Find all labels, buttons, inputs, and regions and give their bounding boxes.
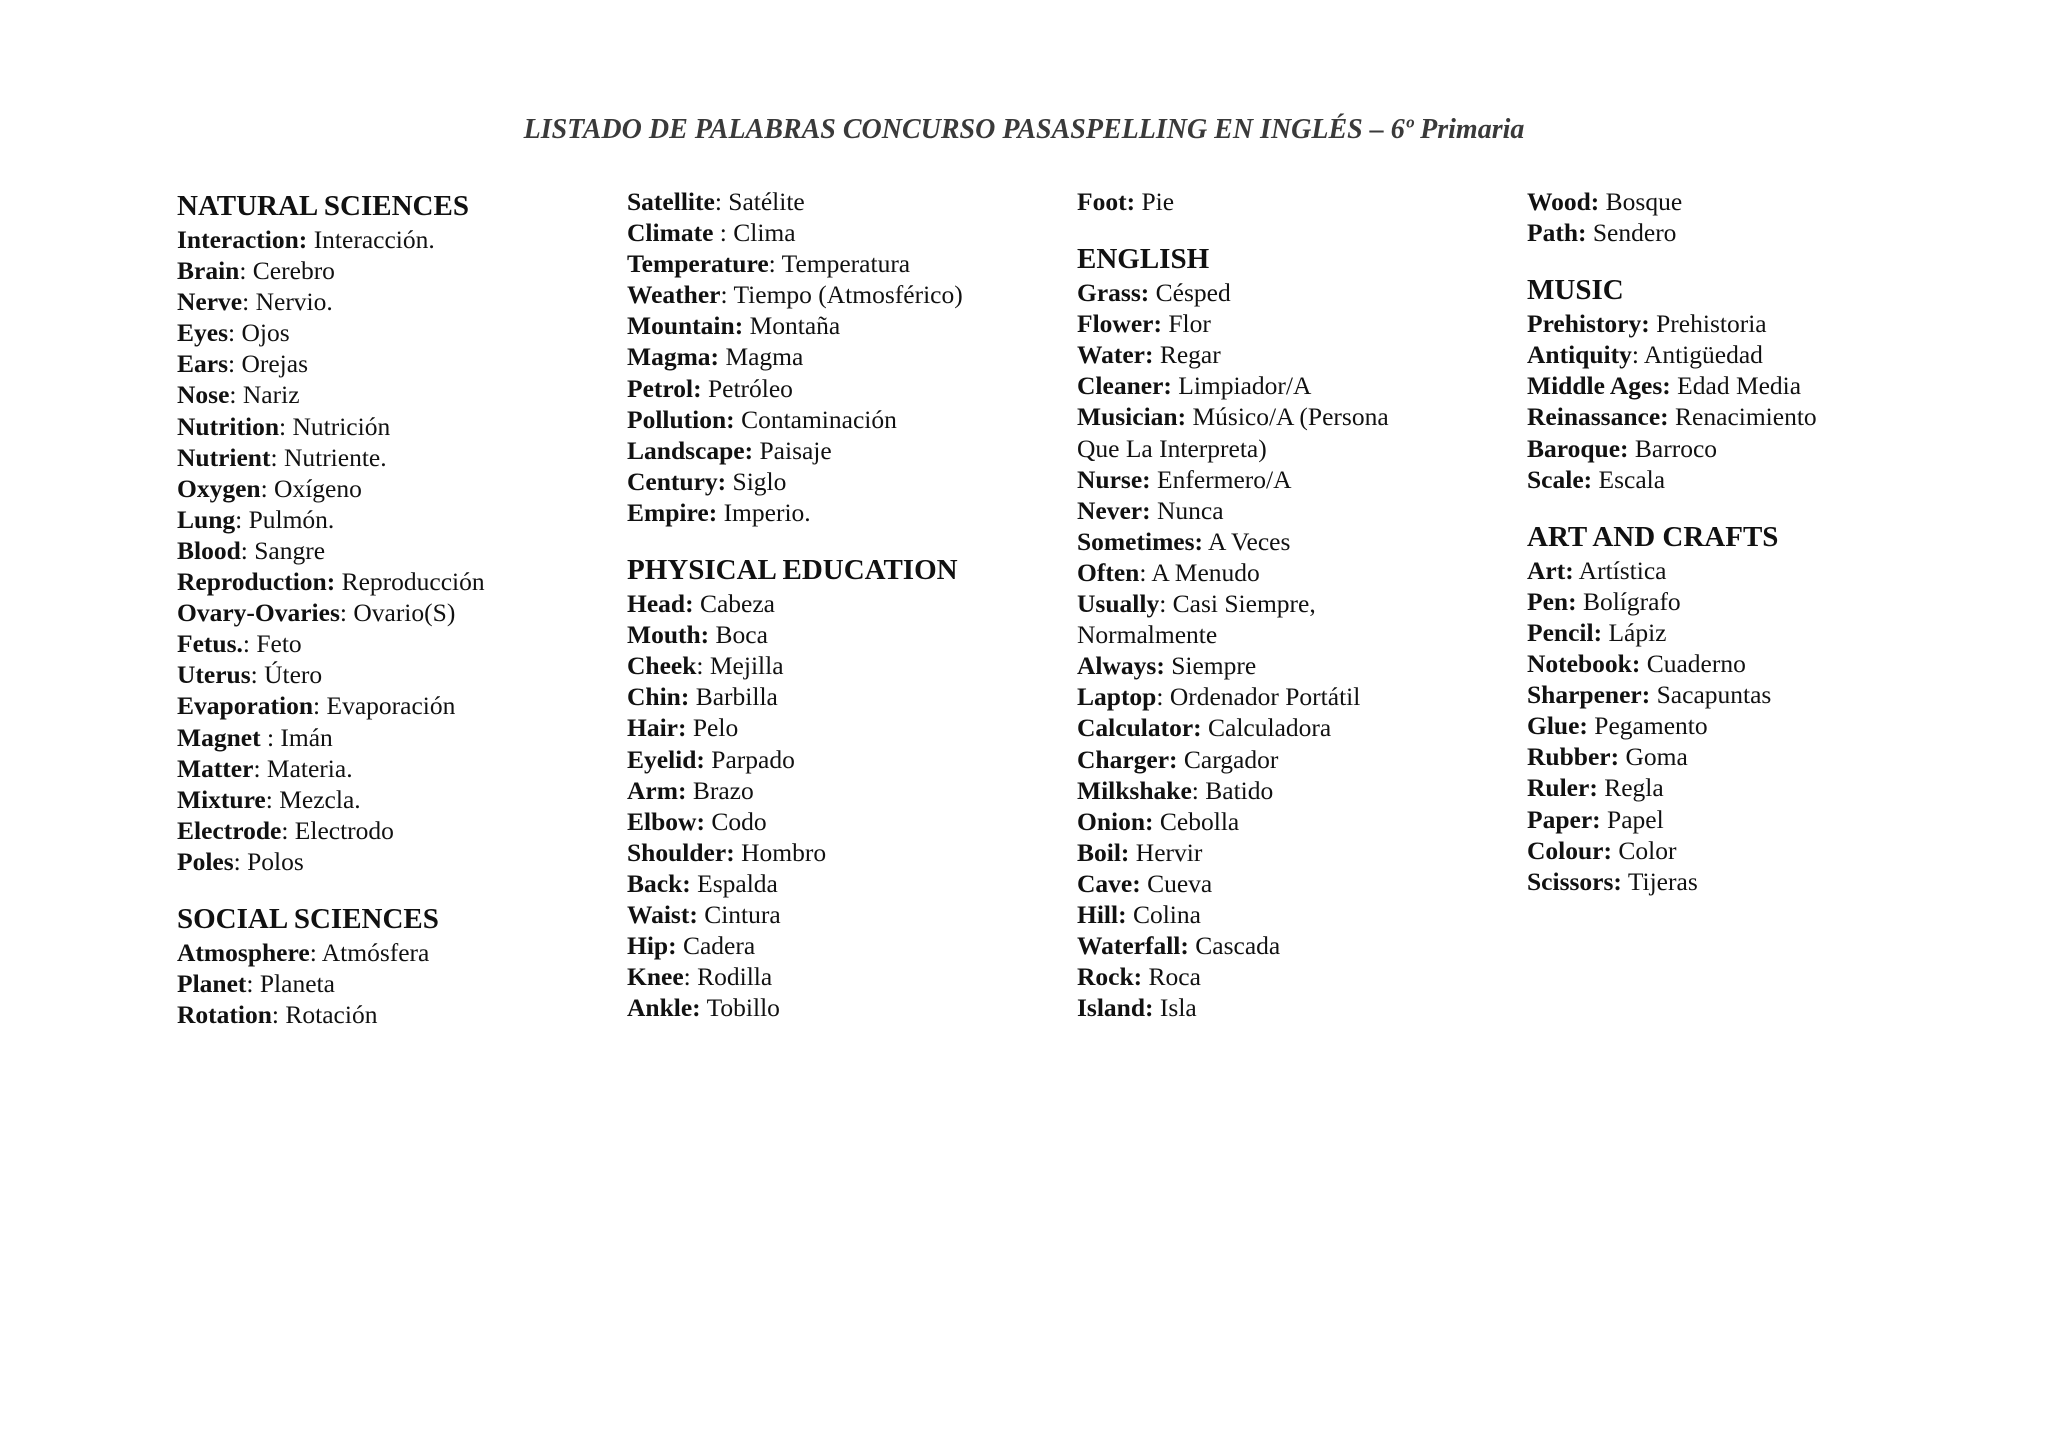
spanish-translation: Cebolla <box>1153 806 1240 836</box>
spanish-translation: : Batido <box>1191 775 1274 805</box>
english-term: Back: <box>627 868 691 898</box>
spanish-translation: Sendero <box>1586 218 1677 248</box>
spanish-translation: Siempre <box>1164 651 1257 681</box>
spanish-translation: Hombro <box>734 837 827 867</box>
vocabulary-entry <box>177 473 617 504</box>
word-section <box>1527 186 1967 248</box>
vocabulary-entry <box>1077 681 1517 712</box>
vocabulary-entry <box>177 535 617 566</box>
english-term: Pencil: <box>1527 617 1603 647</box>
word-section <box>1077 239 1517 1023</box>
english-term: Sometimes: <box>1077 526 1204 556</box>
english-term: Nutrition <box>177 411 279 441</box>
english-term: Mouth: <box>627 620 710 650</box>
english-term: Mixture <box>177 784 266 814</box>
spanish-translation: Espalda <box>690 868 778 898</box>
spanish-translation: : Tiempo (Atmosférico) <box>720 280 963 310</box>
spanish-translation: : Clima <box>713 218 796 248</box>
vocabulary-entry <box>177 566 617 597</box>
vocabulary-entry <box>1077 526 1517 557</box>
spanish-translation: : Feto <box>242 629 302 659</box>
english-term: Prehistory: <box>1527 309 1650 339</box>
english-term: Often <box>1077 557 1140 587</box>
english-term: Hill: <box>1077 899 1127 929</box>
spanish-translation: Color <box>1612 835 1677 865</box>
vocabulary-entry <box>177 442 617 473</box>
english-term: Empire: <box>627 497 718 527</box>
vocabulary-entry <box>177 411 617 442</box>
vocabulary-entry <box>1077 992 1517 1023</box>
spanish-translation: Goma <box>1619 742 1688 772</box>
vocabulary-entry <box>627 837 1067 868</box>
vocabulary-entry <box>627 744 1067 775</box>
vocabulary-entry <box>627 497 1067 528</box>
spanish-translation: Cintura <box>697 899 781 929</box>
vocabulary-entry <box>1077 277 1517 308</box>
section-heading: ART AND CRAFTS <box>1527 520 1779 553</box>
vocabulary-entry <box>1077 868 1517 899</box>
vocabulary-entry <box>1077 899 1517 930</box>
vocabulary-entry <box>177 753 617 784</box>
vocabulary-entry <box>177 224 617 255</box>
spanish-translation: : Imán <box>260 722 333 752</box>
spanish-translation: Magma <box>719 342 804 372</box>
english-term: Musician: <box>1077 402 1187 432</box>
spanish-translation: Cuaderno <box>1640 649 1746 679</box>
vocabulary-entry <box>627 961 1067 992</box>
english-term: Path: <box>1527 218 1587 248</box>
english-term: Ankle: <box>627 993 701 1023</box>
word-column-3 <box>1077 186 1517 1045</box>
vocabulary-entry <box>177 504 617 535</box>
vocabulary-entry <box>1077 837 1517 868</box>
english-term: Milkshake <box>1077 775 1192 805</box>
word-section <box>1527 517 1967 897</box>
vocabulary-entry <box>1077 401 1517 463</box>
spanish-translation: Paisaje <box>753 435 832 465</box>
english-term: Waist: <box>627 899 698 929</box>
spanish-translation: Tijeras <box>1621 866 1698 896</box>
english-term: Calculator: <box>1077 713 1202 743</box>
spanish-translation: Bolígrafo <box>1576 586 1681 616</box>
spanish-translation: Sacapuntas <box>1650 680 1772 710</box>
spanish-translation: : Ovario(S) <box>339 598 456 628</box>
english-term: Waterfall: <box>1077 931 1189 961</box>
vocabulary-entry <box>627 404 1067 435</box>
spanish-translation: Parpado <box>704 744 795 774</box>
vocabulary-entry <box>627 868 1067 899</box>
spanish-translation: Petróleo <box>701 373 793 403</box>
vocabulary-entry <box>1077 930 1517 961</box>
english-term: Ovary-Ovaries <box>177 598 340 628</box>
vocabulary-entry <box>1077 588 1517 650</box>
english-term: Paper: <box>1527 804 1601 834</box>
spanish-translation: : Nutriente. <box>270 442 387 472</box>
vocabulary-entry <box>627 650 1067 681</box>
vocabulary-entry <box>1077 308 1517 339</box>
vocabulary-entry <box>1527 217 1967 248</box>
vocabulary-entry <box>177 348 617 379</box>
spanish-translation: Barroco <box>1628 433 1718 463</box>
english-term: Flower: <box>1077 309 1162 339</box>
spanish-translation: Hervir <box>1129 837 1203 867</box>
spanish-translation: Tobillo <box>700 993 780 1023</box>
english-term: Eyes <box>177 318 228 348</box>
vocabulary-entry <box>1527 370 1967 401</box>
english-term: Nurse: <box>1077 464 1151 494</box>
spanish-translation: : Ojos <box>228 318 290 348</box>
english-term: Reinassance: <box>1527 402 1669 432</box>
english-term: Arm: <box>627 775 687 805</box>
english-term: Oxygen <box>177 473 261 503</box>
spanish-translation: Flor <box>1161 309 1211 339</box>
english-term: Antiquity <box>1527 340 1632 370</box>
english-term: Satellite <box>627 187 715 216</box>
spanish-translation: Músico/A (Persona Que La Interpreta) <box>1077 402 1389 463</box>
english-term: Rubber: <box>1527 742 1620 772</box>
spanish-translation: : Oxígeno <box>260 473 362 503</box>
vocabulary-entry <box>1077 775 1517 806</box>
vocabulary-entry <box>177 628 617 659</box>
english-term: Sharpener: <box>1527 680 1651 710</box>
spanish-translation: Nunca <box>1150 495 1224 525</box>
vocabulary-entry <box>1527 648 1967 679</box>
vocabulary-entry <box>627 373 1067 404</box>
vocabulary-entry <box>1077 186 1517 217</box>
english-term: Nose <box>177 380 230 410</box>
spanish-translation: Isla <box>1153 993 1197 1023</box>
spanish-translation: Cabeza <box>693 589 775 619</box>
spanish-translation: A Veces <box>1203 526 1291 556</box>
english-term: Never: <box>1077 495 1151 525</box>
english-term: Century: <box>627 466 727 496</box>
spanish-translation: Bosque <box>1599 187 1683 216</box>
spanish-translation: Cueva <box>1140 868 1213 898</box>
word-section <box>177 899 617 1030</box>
spanish-translation: Montaña <box>743 311 841 341</box>
spanish-translation: Edad Media <box>1670 371 1802 401</box>
spanish-translation: Interacción. <box>307 225 435 254</box>
english-term: Ears <box>177 349 228 379</box>
vocabulary-entry <box>627 588 1067 619</box>
english-term: Reproduction: <box>177 567 336 597</box>
english-term: Scissors: <box>1527 866 1622 896</box>
spanish-translation: Colina <box>1126 899 1201 929</box>
word-section <box>177 186 617 877</box>
vocabulary-entry <box>177 784 617 815</box>
spanish-translation: : Mezcla. <box>265 784 361 814</box>
english-term: Magnet <box>177 722 261 752</box>
english-term: Scale: <box>1527 464 1593 494</box>
spanish-translation: : Nariz <box>229 380 300 410</box>
english-term: Brain <box>177 256 240 286</box>
vocabulary-entry <box>627 930 1067 961</box>
spanish-translation: : Rodilla <box>683 962 773 992</box>
english-term: Middle Ages: <box>1527 371 1671 401</box>
english-term: Glue: <box>1527 711 1588 741</box>
word-section <box>1527 270 1967 495</box>
spanish-translation: Cargador <box>1177 744 1279 774</box>
english-term: Foot: <box>1077 187 1136 216</box>
page-title: LISTADO DE PALABRAS CONCURSO PASASPELLING EN INGLÉS – 6º Primaria <box>523 114 1525 145</box>
spanish-translation: : Rotación <box>271 1000 378 1030</box>
section-heading: MUSIC <box>1527 274 1624 307</box>
vocabulary-entry <box>1527 339 1967 370</box>
vocabulary-entry <box>1077 650 1517 681</box>
vocabulary-entry <box>1527 741 1967 772</box>
english-term: Onion: <box>1077 806 1154 836</box>
vocabulary-entry <box>177 255 617 286</box>
english-term: Planet <box>177 969 247 999</box>
vocabulary-entry <box>1527 401 1967 432</box>
english-term: Art: <box>1527 555 1574 585</box>
spanish-translation: Pegamento <box>1587 711 1708 741</box>
word-section <box>627 550 1067 1023</box>
section-heading: NATURAL SCIENCES <box>177 190 469 222</box>
section-heading: ENGLISH <box>1077 243 1210 276</box>
english-term: Pollution: <box>627 404 735 434</box>
spanish-translation: Reproducción <box>335 567 485 597</box>
vocabulary-entry <box>1527 308 1967 339</box>
vocabulary-entry <box>627 186 1067 217</box>
english-term: Cleaner: <box>1077 371 1172 401</box>
vocabulary-entry <box>1527 804 1967 835</box>
vocabulary-entry <box>1077 464 1517 495</box>
vocabulary-entry <box>1527 555 1967 586</box>
spanish-translation: Artística <box>1573 555 1667 585</box>
english-term: Wood: <box>1527 187 1600 216</box>
spanish-translation: Prehistoria <box>1649 309 1767 339</box>
english-term: Nerve <box>177 287 243 317</box>
english-term: Blood <box>177 535 241 565</box>
vocabulary-entry <box>177 286 617 317</box>
english-term: Nutrient <box>177 442 271 472</box>
word-column-2 <box>627 186 1067 1045</box>
vocabulary-entry <box>627 806 1067 837</box>
english-term: Island: <box>1077 993 1154 1023</box>
english-term: Usually <box>1077 589 1160 619</box>
word-section <box>1077 186 1517 217</box>
english-term: Cave: <box>1077 868 1141 898</box>
english-term: Rotation <box>177 1000 272 1030</box>
vocabulary-entry <box>1077 961 1517 992</box>
english-term: Petrol: <box>627 373 702 403</box>
english-term: Always: <box>1077 651 1165 681</box>
english-term: Grass: <box>1077 278 1150 308</box>
spanish-translation: : Satélite <box>714 187 805 216</box>
english-term: Cheek <box>627 651 697 681</box>
spanish-translation: : Casi Siempre, Normalmente <box>1077 589 1316 650</box>
vocabulary-entry <box>177 722 617 753</box>
vocabulary-entry <box>1527 433 1967 464</box>
english-term: Knee <box>627 962 684 992</box>
spanish-translation: : A Menudo <box>1139 557 1260 587</box>
english-term: Elbow: <box>627 806 705 836</box>
vocabulary-entry <box>1077 557 1517 588</box>
english-term: Laptop <box>1077 682 1157 712</box>
vocabulary-entry <box>627 619 1067 650</box>
spanish-translation: Contaminación <box>734 404 897 434</box>
vocabulary-entry <box>177 968 617 999</box>
vocabulary-entry <box>627 681 1067 712</box>
section-heading: SOCIAL SCIENCES <box>177 902 439 935</box>
english-term: Climate <box>627 218 714 248</box>
vocabulary-entry <box>627 279 1067 310</box>
vocabulary-entry <box>627 310 1067 341</box>
english-term: Weather <box>627 280 721 310</box>
vocabulary-entry <box>1527 464 1967 495</box>
vocabulary-entry <box>177 379 617 410</box>
spanish-translation: Brazo <box>686 775 754 805</box>
spanish-translation: Enfermero/A <box>1150 464 1292 494</box>
spanish-translation: Calculadora <box>1201 713 1332 743</box>
english-term: Magma: <box>627 342 720 372</box>
english-term: Head: <box>627 589 694 619</box>
spanish-translation: : Planeta <box>246 969 335 999</box>
english-term: Hip: <box>627 931 677 961</box>
vocabulary-entry <box>1077 806 1517 837</box>
spanish-translation: Roca <box>1142 962 1201 992</box>
english-term: Matter <box>177 753 254 783</box>
vocabulary-entry <box>1527 866 1967 897</box>
english-term: Fetus. <box>177 629 243 659</box>
spanish-translation: : Electrodo <box>281 815 394 845</box>
english-term: Evaporation <box>177 691 314 721</box>
english-term: Water: <box>1077 340 1154 370</box>
spanish-translation: : Temperatura <box>768 249 911 279</box>
vocabulary-entry <box>1527 710 1967 741</box>
spanish-translation: : Nutrición <box>279 411 391 441</box>
vocabulary-entry <box>627 899 1067 930</box>
vocabulary-entry <box>1527 617 1967 648</box>
english-term: Hair: <box>627 713 687 743</box>
vocabulary-entry <box>627 712 1067 743</box>
vocabulary-entry <box>1527 772 1967 803</box>
english-term: Notebook: <box>1527 649 1641 679</box>
spanish-translation: Pelo <box>686 713 739 743</box>
vocabulary-entry <box>1077 744 1517 775</box>
vocabulary-entry <box>177 690 617 721</box>
vocabulary-entry <box>627 248 1067 279</box>
english-term: Landscape: <box>627 435 754 465</box>
english-term: Poles <box>177 846 234 876</box>
spanish-translation: : Sangre <box>240 535 326 565</box>
spanish-translation: Regar <box>1153 340 1221 370</box>
spanish-translation: Papel <box>1600 804 1664 834</box>
spanish-translation: Escala <box>1592 464 1666 494</box>
vocabulary-entry <box>1527 186 1967 217</box>
vocabulary-entry <box>177 937 617 968</box>
english-term: Electrode <box>177 815 282 845</box>
english-term: Boil: <box>1077 837 1130 867</box>
vocabulary-entry <box>1527 586 1967 617</box>
vocabulary-entry <box>1077 370 1517 401</box>
vocabulary-entry <box>177 846 617 877</box>
spanish-translation: : Orejas <box>228 349 309 379</box>
spanish-translation: Renacimiento <box>1668 402 1817 432</box>
spanish-translation: Lápiz <box>1602 617 1667 647</box>
spanish-translation: Barbilla <box>689 682 778 712</box>
english-term: Pen: <box>1527 586 1577 616</box>
vocabulary-entry <box>627 217 1067 248</box>
vocabulary-entry <box>177 815 617 846</box>
vocabulary-entry <box>177 597 617 628</box>
vocabulary-entry <box>1527 835 1967 866</box>
english-term: Lung <box>177 504 236 534</box>
english-term: Charger: <box>1077 744 1178 774</box>
spanish-translation: Regla <box>1597 773 1664 803</box>
spanish-translation: : Polos <box>233 846 304 876</box>
spanish-translation: Cascada <box>1188 931 1281 961</box>
spanish-translation: Pie <box>1135 187 1175 216</box>
vocabulary-entry <box>177 317 617 348</box>
spanish-translation: : Cerebro <box>239 256 335 286</box>
word-column-1 <box>177 186 617 1052</box>
spanish-translation: : Antigüedad <box>1631 340 1763 370</box>
english-term: Eyelid: <box>627 744 705 774</box>
english-term: Baroque: <box>1527 433 1629 463</box>
english-term: Atmosphere <box>177 937 310 967</box>
spanish-translation: Imperio. <box>717 497 811 527</box>
spanish-translation: : Útero <box>250 660 323 690</box>
spanish-translation: Codo <box>704 806 767 836</box>
word-column-4 <box>1527 186 1967 919</box>
vocabulary-entry <box>1077 712 1517 743</box>
spanish-translation: Césped <box>1149 278 1231 308</box>
spanish-translation: : Pulmón. <box>235 504 335 534</box>
english-term: Uterus <box>177 660 251 690</box>
spanish-translation: Limpiador/A <box>1171 371 1312 401</box>
english-term: Shoulder: <box>627 837 735 867</box>
spanish-translation: : Mejilla <box>696 651 784 681</box>
vocabulary-entry <box>1527 679 1967 710</box>
spanish-translation: Boca <box>709 620 768 650</box>
vocabulary-entry <box>1077 495 1517 526</box>
section-heading: PHYSICAL EDUCATION <box>627 554 958 587</box>
vocabulary-entry <box>627 435 1067 466</box>
english-term: Ruler: <box>1527 773 1598 803</box>
vocabulary-entry <box>627 341 1067 372</box>
english-term: Mountain: <box>627 311 744 341</box>
spanish-translation: Siglo <box>726 466 787 496</box>
vocabulary-entry <box>177 659 617 690</box>
vocabulary-entry <box>177 999 617 1030</box>
vocabulary-entry <box>627 466 1067 497</box>
spanish-translation: : Ordenador Portátil <box>1156 682 1361 712</box>
vocabulary-entry <box>1077 339 1517 370</box>
english-term: Interaction: <box>177 225 308 254</box>
english-term: Temperature <box>627 249 769 279</box>
spanish-translation: : Evaporación <box>313 691 456 721</box>
spanish-translation: Cadera <box>676 931 756 961</box>
english-term: Rock: <box>1077 962 1143 992</box>
english-term: Colour: <box>1527 835 1612 865</box>
word-section <box>627 186 1067 528</box>
vocabulary-entry <box>627 775 1067 806</box>
spanish-translation: : Materia. <box>253 753 353 783</box>
spanish-translation: : Nervio. <box>242 287 333 317</box>
english-term: Chin: <box>627 682 690 712</box>
vocabulary-entry <box>627 992 1067 1023</box>
spanish-translation: : Atmósfera <box>309 937 430 967</box>
